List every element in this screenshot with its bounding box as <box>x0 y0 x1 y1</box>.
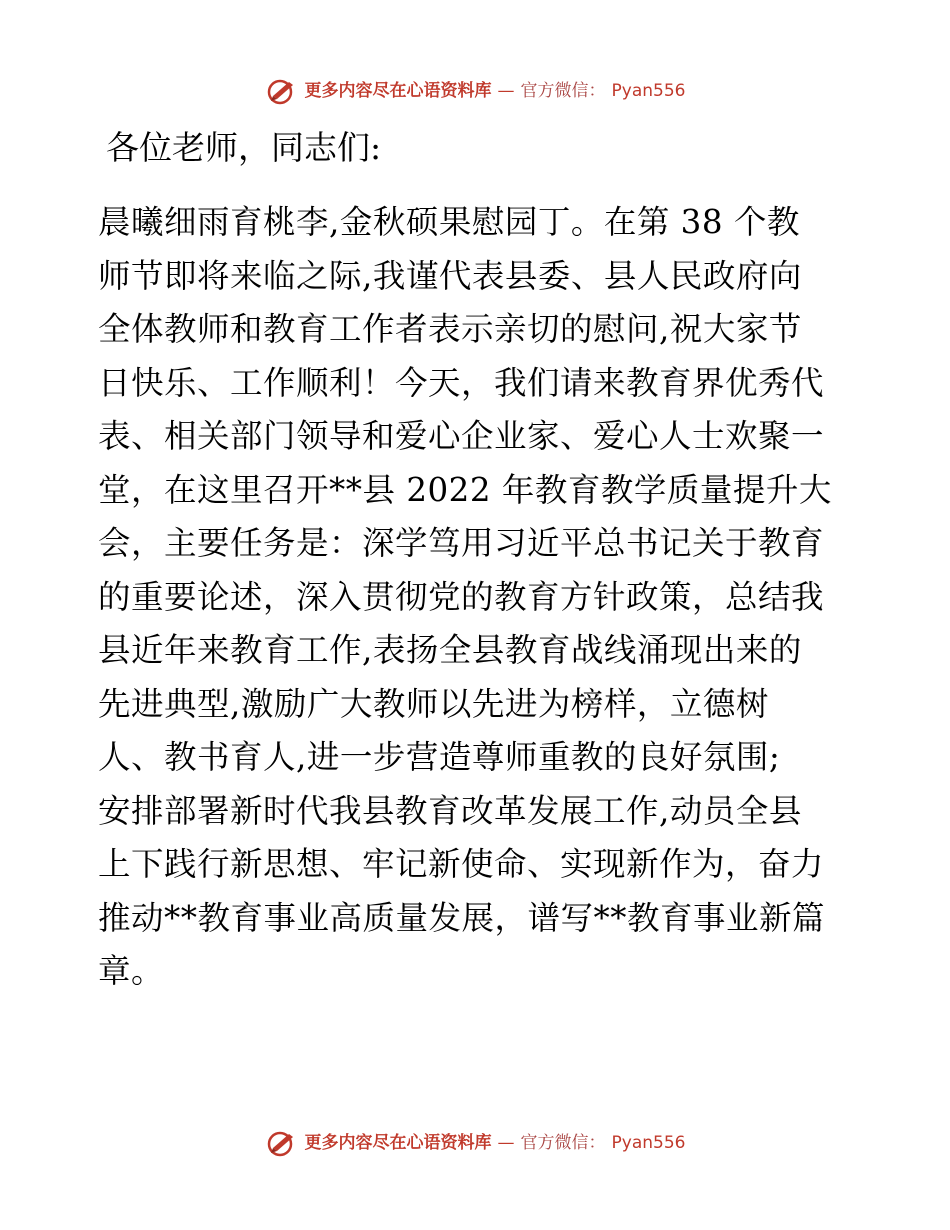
paragraph-line: 的重要论述，深入贯彻党的教育方针政策，总结我 <box>98 577 825 616</box>
speech-paragraph <box>98 196 854 999</box>
paragraph-line: 堂，在这里召开**县 2022 年教育教学质量提升大 <box>98 470 832 509</box>
pen-logo-icon <box>265 1128 299 1158</box>
watermark-dash: — <box>497 81 515 101</box>
paragraph-line: 先进典型,激励广大教师以先进为榜样，立德树 <box>98 684 769 723</box>
paragraph-line: 上下践行新思想、牢记新使命、实现新作为，奋力 <box>98 845 825 883</box>
watermark-official-text: 官方微信： <box>520 1133 606 1153</box>
paragraph-line: 日快乐、工作顺利！今天，我们请来教育界优秀代 <box>98 363 825 402</box>
paragraph-line: 师节即将来临之际,我谨代表县委、县人民政府向 <box>98 256 802 295</box>
watermark-site-text: 更多内容尽在心语资料库 <box>304 81 492 101</box>
salutation: 各位老师，同志们: <box>106 128 382 167</box>
footer-watermark <box>0 1128 950 1158</box>
paragraph-line: 安排部署新时代我县教育改革发展工作,动员全县 <box>98 791 802 830</box>
paragraph-line: 表、相关部门领导和爱心企业家、爱心人士欢聚一 <box>98 417 825 455</box>
pen-logo-icon <box>265 76 299 106</box>
paragraph-line: 章。 <box>98 952 165 990</box>
paragraph-line: 全体教师和教育工作者表示亲切的慰问,祝大家节 <box>98 310 802 348</box>
paragraph-line: 会，主要任务是：深学笃用习近平总书记关于教育 <box>98 524 825 562</box>
header-watermark <box>0 76 950 106</box>
paragraph-line: 推动**教育事业高质量发展，谱写**教育事业新篇 <box>98 898 826 937</box>
watermark-wechat-id: Pyan556 <box>611 81 686 101</box>
paragraph-line: 县近年来教育工作,表扬全县教育战线涌现出来的 <box>98 631 802 669</box>
watermark-wechat-id: Pyan556 <box>611 1133 686 1153</box>
watermark-site-text: 更多内容尽在心语资料库 <box>304 1133 492 1153</box>
watermark-dash: — <box>497 1133 515 1153</box>
watermark-official-text: 官方微信： <box>520 81 606 101</box>
paragraph-line: 晨曦细雨育桃李,金秋硕果慰园丁。在第 38 个教 <box>98 203 800 241</box>
paragraph-line: 人、教书育人,进一步营造尊师重教的良好氛围; <box>98 738 781 776</box>
